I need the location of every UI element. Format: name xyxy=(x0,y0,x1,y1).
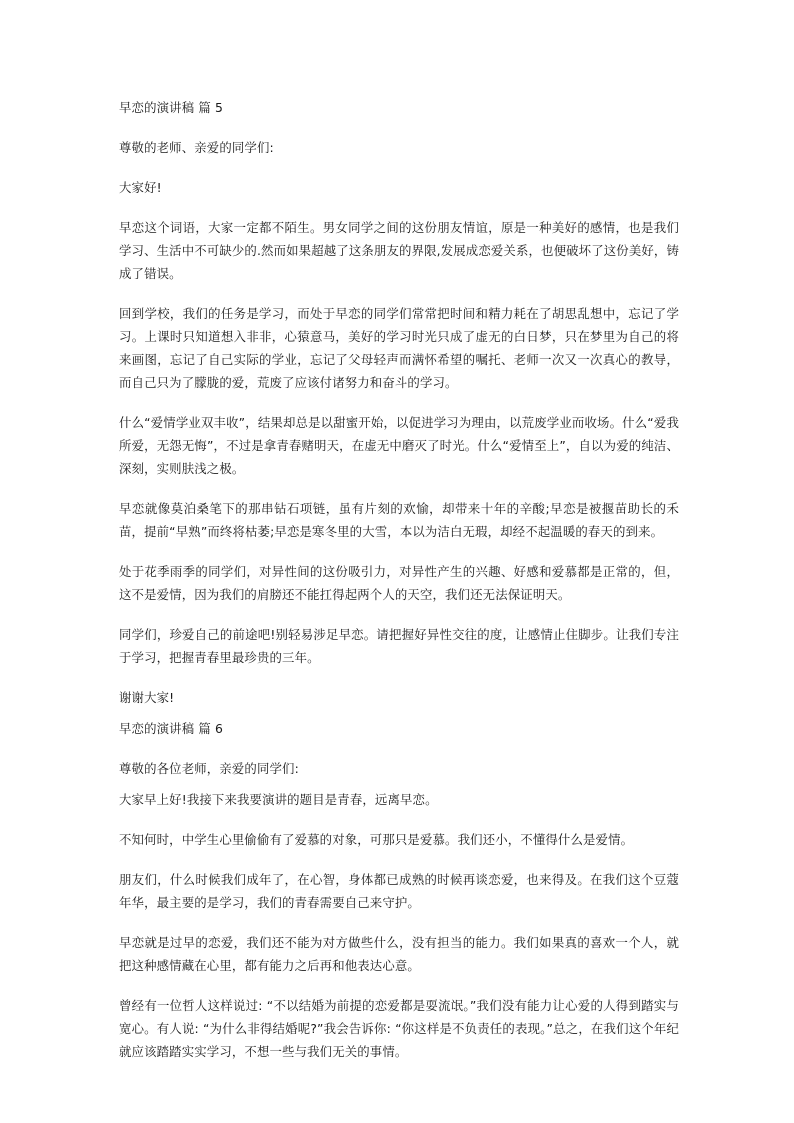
section-6-paragraph: 不知何时，中学生心里偷偷有了爱慕的对象，可那只是爱慕。我们还小，不懂得什么是爱情。 xyxy=(119,832,634,847)
section-6-title: 早恋的演讲稿 篇 6 xyxy=(119,721,223,736)
section-6-greeting: 尊敬的各位老师，亲爱的同学们: xyxy=(119,761,299,776)
section-5-hello: 大家好! xyxy=(119,180,162,195)
section-5-paragraph: 同学们，珍爱自己的前途吧!别轻易涉足早恋。请把握好异性交往的度，让感情止住脚步。让我们专注于学习，把握青春里最珍贵的三年。 xyxy=(119,627,679,665)
section-5-title: 早恋的演讲稿 篇 5 xyxy=(119,100,223,115)
section-5-thanks: 谢谢大家! xyxy=(119,690,175,705)
section-6-paragraph: 大家早上好!我接下来我要演讲的题目是青春，远离早恋。 xyxy=(119,792,438,807)
section-5-paragraph: 回到学校，我们的任务是学习，而处于早恋的同学们常常把时间和精力耗在了胡思乱想中，忘记了学习。上课时只知道想入非非，心猿意马，美好的学习时光只成了虚无的白日梦，只在梦里为自己的将来画图，忘记了自己实际的学业，忘记了父母轻声而满怀希望的嘱托、老师一次又一次真心的教导，而自己只为了朦胧的爱，荒废了应该付诸努力和奋斗的学习。 xyxy=(119,306,679,390)
section-6-paragraph: 早恋就是过早的恋爱，我们还不能为对方做些什么，没有担当的能力。我们如果真的喜欢一个人，就把这种感情藏在心里，都有能力之后再和他表达心意。 xyxy=(119,935,679,973)
section-6-paragraph: 朋友们，什么时候我们成年了，在心智，身体都已成熟的时候再谈恋爱，也来得及。在我们这个豆蔻年华，最主要的是学习，我们的青春需要自己来守护。 xyxy=(119,872,679,910)
section-5-paragraph: 早恋这个词语，大家一定都不陌生。男女同学之间的这份朋友情谊，原是一种美好的感情，也是我们学习、生活中不可缺少的.然而如果超越了这条朋友的界限,发展成恋爱关系，也便破坏了这份美好，铸成了错误。 xyxy=(119,220,679,281)
section-5-paragraph: 什么“爱情学业双丰收”，结果却总是以甜蜜开始，以促进学习为理由，以荒废学业而收场。什么“爱我所爱，无怨无悔”，不过是拿青春赌明天，在虚无中磨灭了时光。什么“爱情至上”，自以为爱的纯洁、深刻，实则肤浅之极。 xyxy=(119,415,679,476)
section-5-greeting: 尊敬的老师、亲爱的同学们: xyxy=(119,140,274,155)
section-5-paragraph: 处于花季雨季的同学们，对异性间的这份吸引力，对异性产生的兴趣、好感和爱慕都是正常的，但，这不是爱情，因为我们的肩膀还不能扛得起两个人的天空，我们还无法保证明天。 xyxy=(119,564,679,602)
section-5-paragraph: 早恋就像莫泊桑笔下的那串钻石项链，虽有片刻的欢愉，却带来十年的辛酸;早恋是被揠苗助长的禾苗，提前“早熟”而终将枯萎;早恋是寒冬里的大雪，本以为洁白无瑕，却经不起温暖的春天的到来。 xyxy=(119,501,679,539)
section-6-paragraph: 曾经有一位哲人这样说过: “不以结婚为前提的恋爱都是耍流氓。”我们没有能力让心爱的人得到踏实与宽心。有人说: “为什么非得结婚呢?”我会告诉你: “你这样是不负责任的表现。”总之，在我们这个年纪就应该踏踏实实学习，不想一些与我们无关的事情。 xyxy=(119,998,679,1059)
document-body xyxy=(119,96,679,1080)
